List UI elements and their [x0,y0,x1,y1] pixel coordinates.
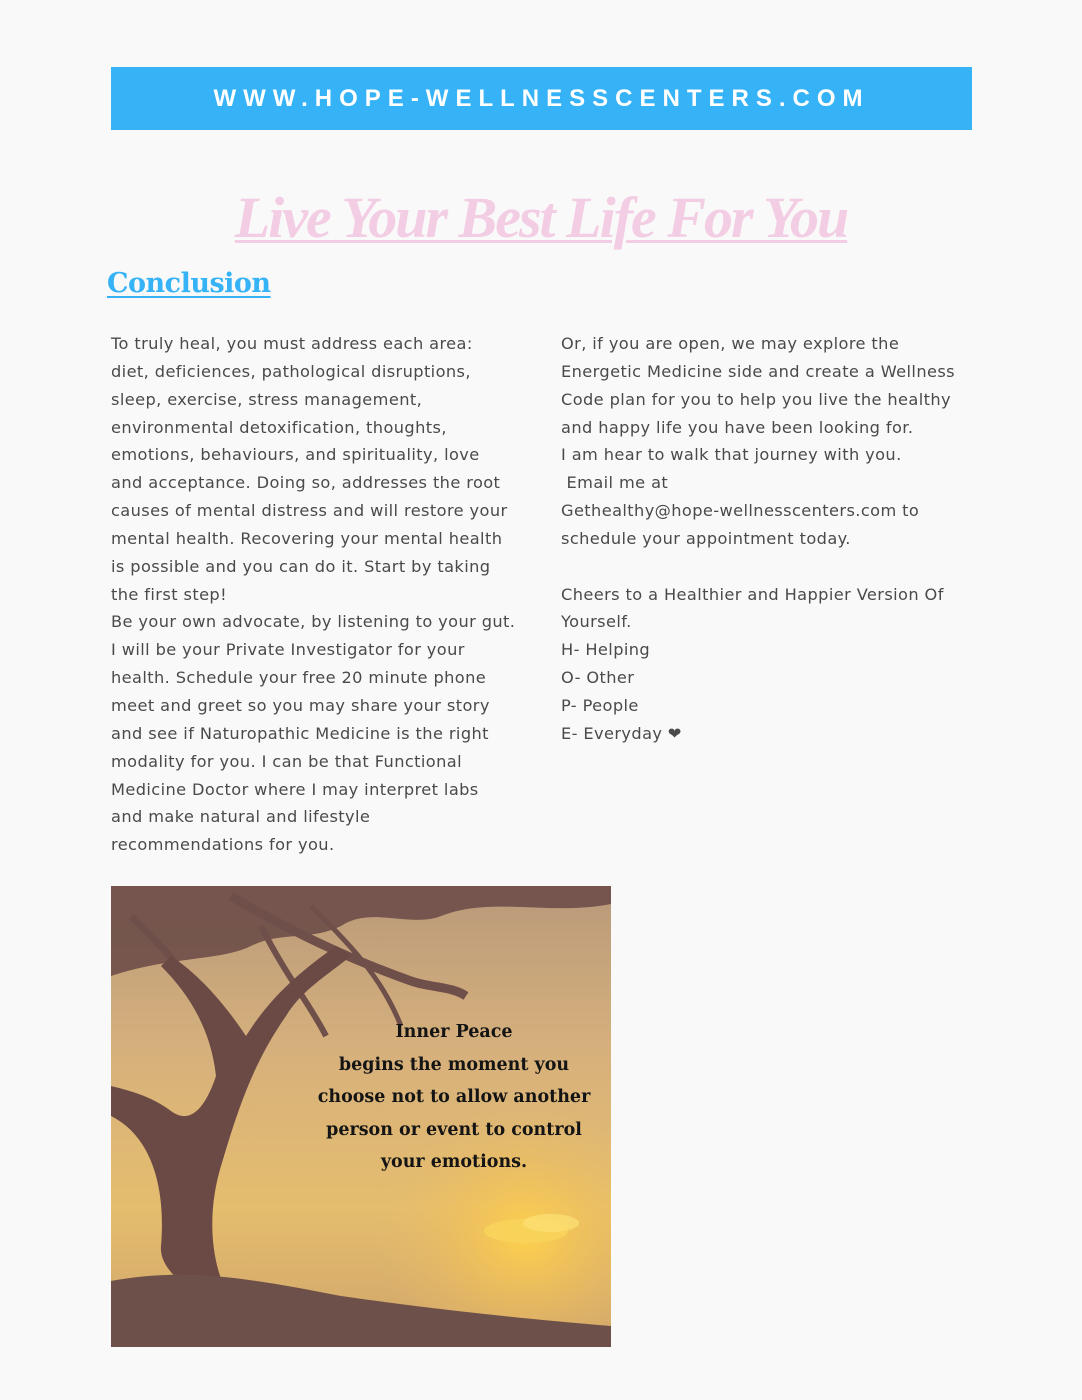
text-line: mental health. Recovering your mental health [111,528,503,548]
acronym-line: P- People [561,695,639,715]
text-line: To truly heal, you must address each area: [111,334,473,353]
text-line: diet, deficiences, pathological disruptions, [111,361,471,381]
section-title: Conclusion [107,268,271,299]
text-line: emotions, behaviours, and spirituality, love [111,445,480,465]
closing-line: Yourself. [561,612,632,632]
text-line: sleep, exercise, stress management, [111,389,423,409]
quote-line: choose not to allow another [317,1087,591,1107]
quote-line: begins the moment you [338,1054,570,1075]
text-line: Code plan for you to help you live the healthy [561,389,952,409]
text-line: I will be your Private Investigator for your [111,640,465,660]
quote-line: person or event to control [326,1119,582,1140]
text-line: Medicine Doctor where I may interpret labs [111,779,479,799]
text-line: and happy life you have been looking for. [561,417,914,437]
left-column-text [111,330,531,859]
text-line: health. Schedule your free 20 minute phone [111,668,487,688]
email-prompt: Email me at [561,473,669,493]
acronym-line: O- Other [561,668,635,688]
quote-line: your emotions. [380,1152,528,1172]
acronym-line: H- Helping [561,640,651,660]
email-address: Gethealthy@hope-wellnesscenters.com to [561,501,920,521]
text-line: causes of mental distress and will restore your [111,501,508,521]
page-headline [0,180,1082,256]
text-line: modality for you. I can be that Functional [111,751,462,771]
acronym-line: E- Everyday ❤ [561,723,682,743]
text-line: schedule your appointment today. [561,528,851,548]
text-line: the first step! [111,584,227,604]
text-line: meet and greet so you may share your story [111,695,490,715]
text-line: and see if Naturopathic Medicine is the right [111,723,489,743]
text-line: and acceptance. Doing so, addresses the root [111,473,501,493]
website-banner [111,67,972,130]
text-line: and make natural and lifestyle [111,807,371,827]
image-quote [311,1016,597,1179]
text-line: recommendations for you. [111,835,335,855]
inner-peace-image [111,886,611,1347]
closing-line: Cheers to a Healthier and Happier Version Of [561,584,944,604]
headline-text: Live Your Best Life For You [234,185,848,250]
text-line: environmental detoxification, thoughts, [111,417,447,437]
quote-line: Inner Peace [395,1022,513,1042]
text-line: I am hear to walk that journey with you. [561,445,902,465]
text-line: Energetic Medicine side and create a Wellness [561,361,956,381]
right-column-text [561,330,981,748]
text-line: is possible and you can do it. Start by taking [111,556,491,576]
website-url: WWW.HOPE-WELLNESSCENTERS.COM [213,84,870,112]
text-line: Be your own advocate, by listening to your gut. [111,612,516,632]
text-line: Or, if you are open, we may explore the [561,334,900,353]
paragraph-spacer [561,553,981,581]
